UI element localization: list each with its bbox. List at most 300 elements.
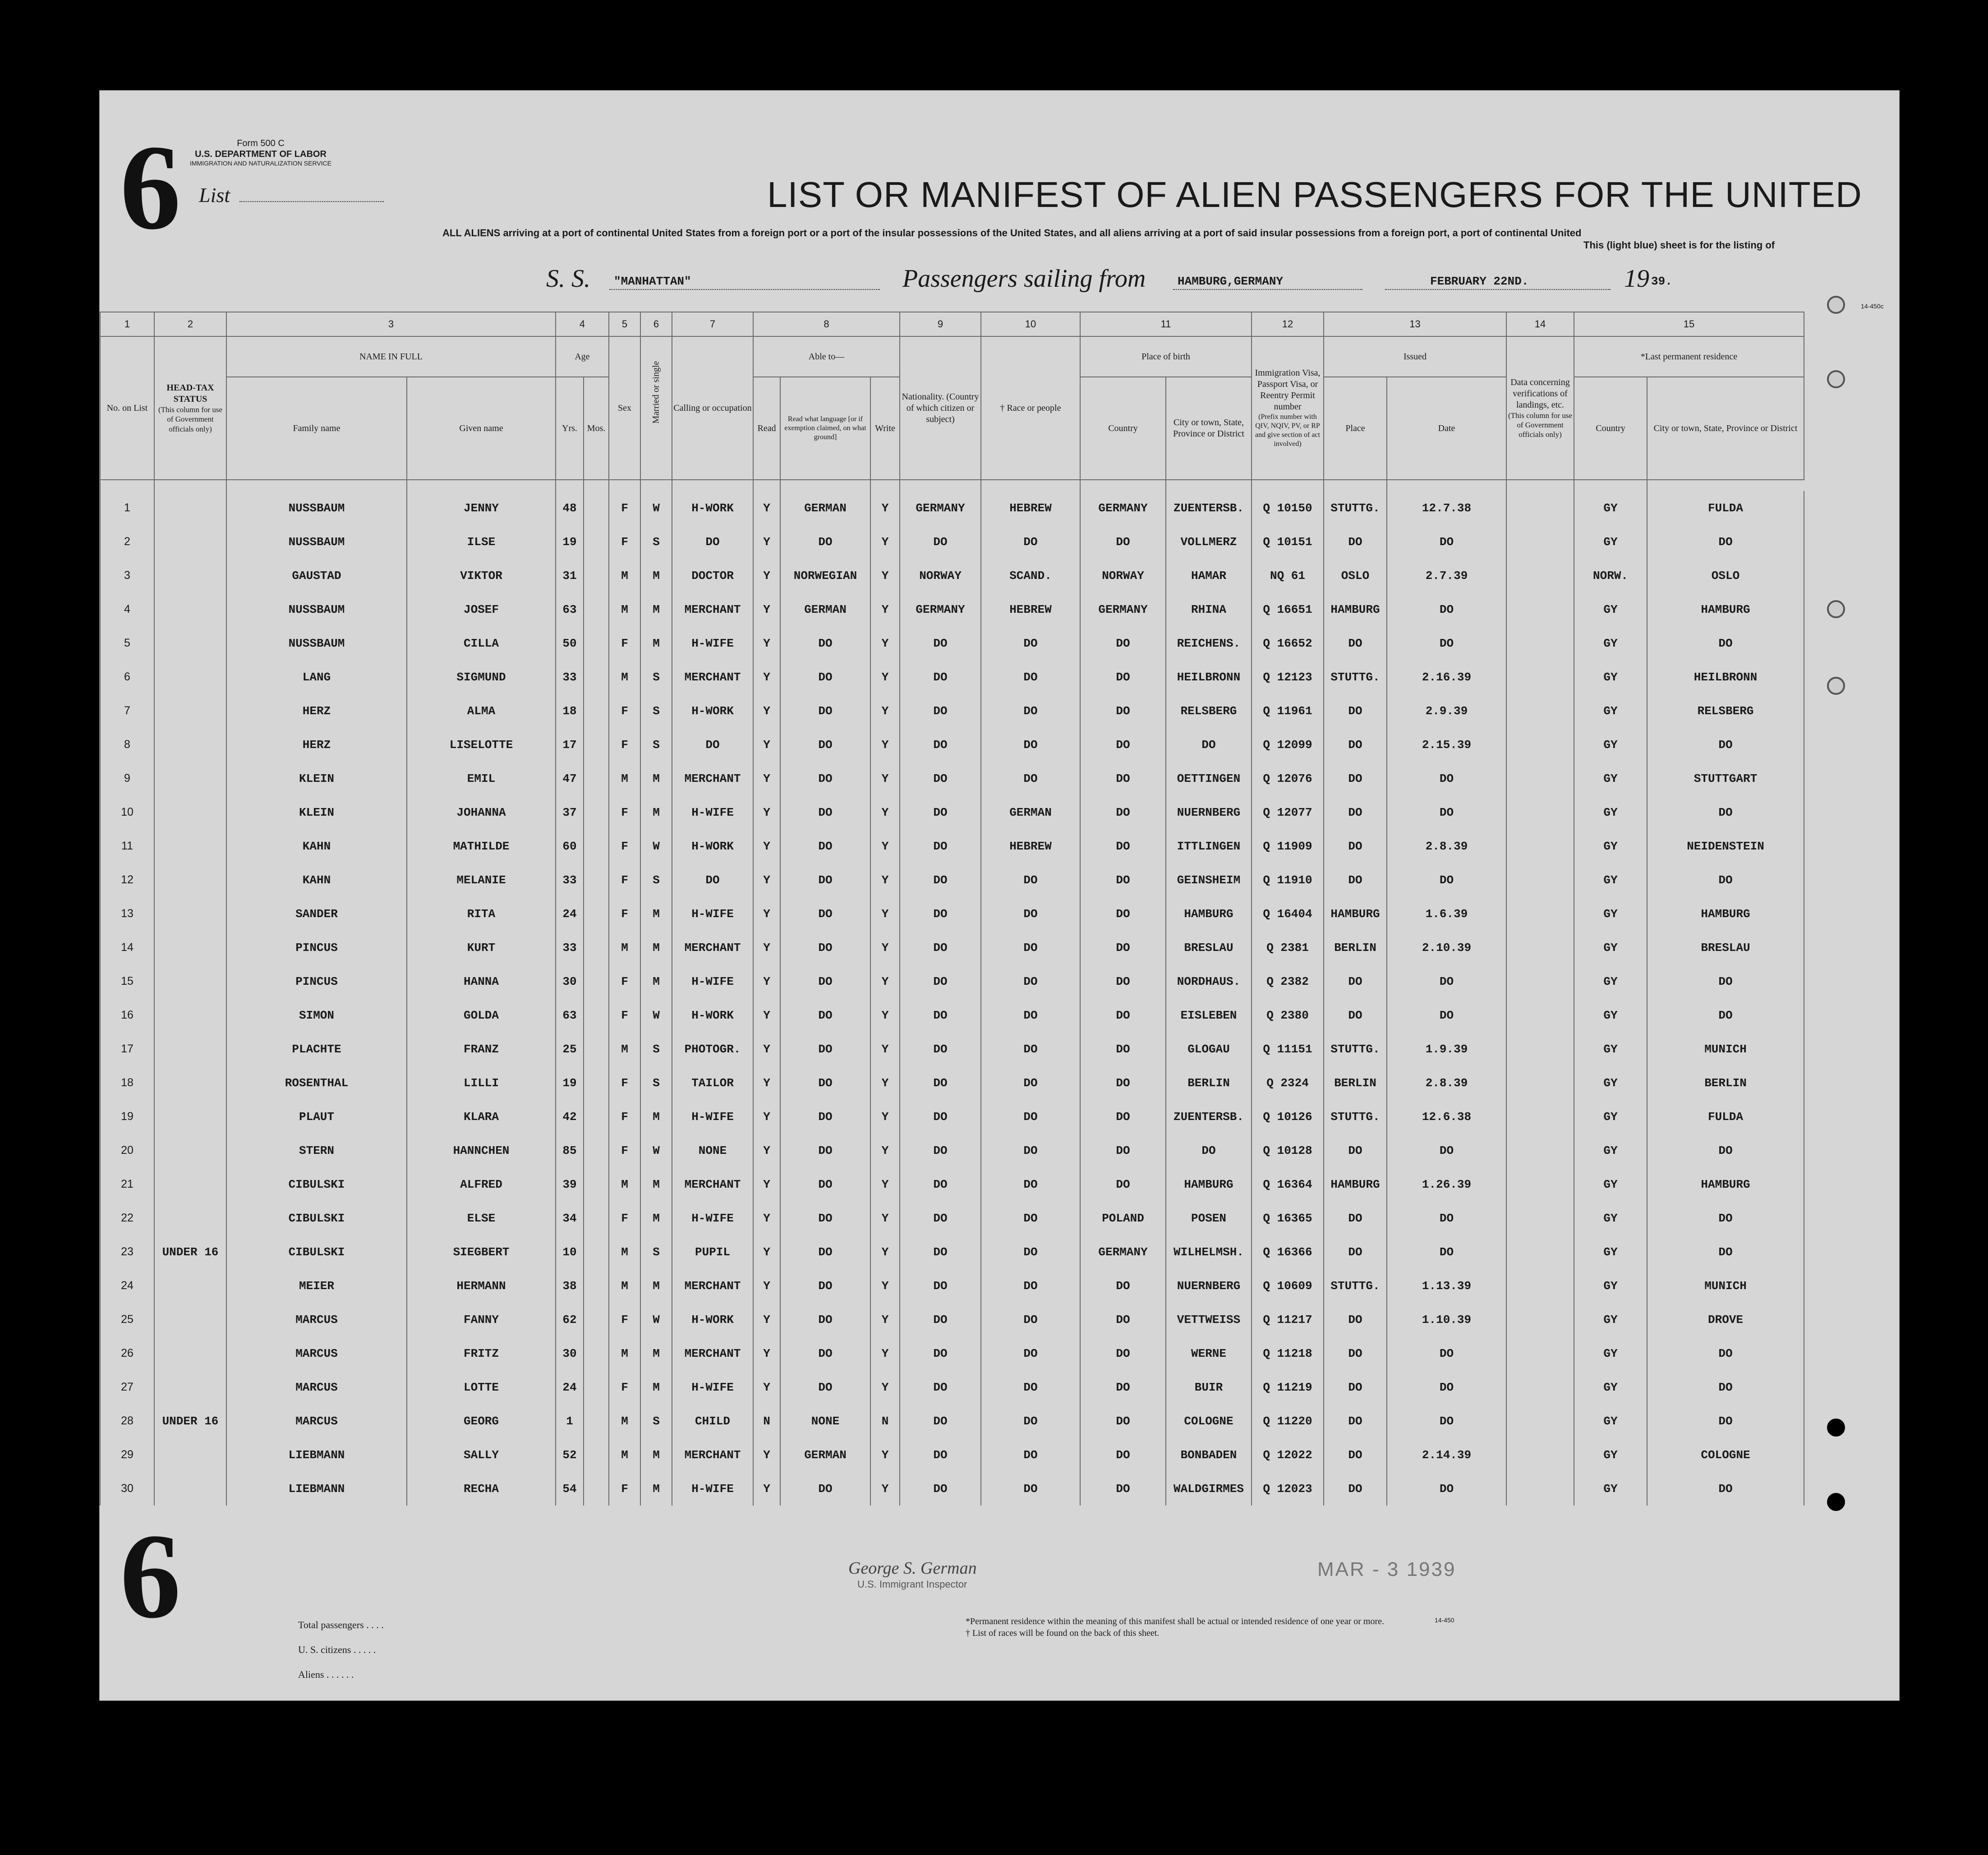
- birth-country: DO: [1080, 964, 1166, 998]
- occupation: MERCHANT: [672, 1269, 753, 1303]
- passenger-row: [100, 1472, 1804, 1506]
- colnum: 8: [753, 312, 900, 336]
- read-language: DO: [780, 1032, 870, 1066]
- binder-hole: [1827, 677, 1845, 695]
- nationality: DO: [900, 1438, 981, 1472]
- colnum: 7: [672, 312, 753, 336]
- birth-city: DO: [1166, 728, 1252, 762]
- residence-city: COLOGNE: [1647, 1438, 1804, 1472]
- sex: F: [609, 1472, 640, 1506]
- residence-country: GY: [1574, 795, 1647, 829]
- residence-country: GY: [1574, 1472, 1647, 1506]
- given-name: SALLY: [407, 1438, 556, 1472]
- landing-data: [1506, 964, 1574, 998]
- head-tax-status: [154, 897, 226, 931]
- age-years: 33: [556, 660, 584, 694]
- sex: M: [609, 1235, 640, 1269]
- family-name: KAHN: [226, 863, 407, 897]
- sex: M: [609, 762, 640, 795]
- passenger-row: [100, 964, 1804, 998]
- header-issued-place: Place: [1324, 377, 1387, 480]
- issued-place: DO: [1324, 1303, 1387, 1336]
- occupation: H-WIFE: [672, 795, 753, 829]
- residence-city: DO: [1647, 964, 1804, 998]
- passenger-line-number: 28: [100, 1404, 154, 1438]
- race: DO: [981, 1438, 1080, 1472]
- passenger-line-number: 1: [100, 491, 154, 525]
- read-language: DO: [780, 525, 870, 559]
- marital-status: W: [640, 829, 672, 863]
- residence-city: DO: [1647, 1370, 1804, 1404]
- marital-status: S: [640, 1032, 672, 1066]
- nationality: DO: [900, 1100, 981, 1134]
- can-read: Y: [753, 1336, 780, 1370]
- given-name: JOHANNA: [407, 795, 556, 829]
- nationality: NORWAY: [900, 559, 981, 592]
- visa-number: Q 16366: [1252, 1235, 1324, 1269]
- birth-country: GERMANY: [1080, 1235, 1166, 1269]
- race: SCAND.: [981, 559, 1080, 592]
- visa-number: Q 2324: [1252, 1066, 1324, 1100]
- landing-data: [1506, 998, 1574, 1032]
- head-tax-status: [154, 1167, 226, 1201]
- passenger-line-number: 14: [100, 931, 154, 964]
- residence-city: DROVE: [1647, 1303, 1804, 1336]
- residence-city: DO: [1647, 1201, 1804, 1235]
- sex: F: [609, 1370, 640, 1404]
- header-write: Write: [870, 377, 900, 480]
- issued-place: HAMBURG: [1324, 592, 1387, 626]
- birth-country: DO: [1080, 1134, 1166, 1167]
- landing-data: [1506, 728, 1574, 762]
- residence-city: HEILBRONN: [1647, 660, 1804, 694]
- marital-status: M: [640, 795, 672, 829]
- residence-country: GY: [1574, 1134, 1647, 1167]
- given-name: SIEGBERT: [407, 1235, 556, 1269]
- race: DO: [981, 1404, 1080, 1438]
- birth-country: DO: [1080, 931, 1166, 964]
- can-read: Y: [753, 897, 780, 931]
- read-language: DO: [780, 1167, 870, 1201]
- issued-place: DO: [1324, 998, 1387, 1032]
- race: DO: [981, 998, 1080, 1032]
- age-years: 33: [556, 931, 584, 964]
- read-language: GERMAN: [780, 592, 870, 626]
- issued-date: 2.8.39: [1387, 829, 1506, 863]
- race: DO: [981, 1269, 1080, 1303]
- head-tax-status: [154, 795, 226, 829]
- family-name: MARCUS: [226, 1303, 407, 1336]
- occupation: MERCHANT: [672, 592, 753, 626]
- sex: M: [609, 660, 640, 694]
- landing-data: [1506, 491, 1574, 525]
- header-birth-city: City or town, State, Province or District: [1166, 377, 1252, 480]
- header-last-residence: *Last permanent residence: [1574, 336, 1804, 377]
- read-language: DO: [780, 998, 870, 1032]
- can-read: N: [753, 1404, 780, 1438]
- family-name: KLEIN: [226, 762, 407, 795]
- passenger-line-number: 27: [100, 1370, 154, 1404]
- race: DO: [981, 694, 1080, 728]
- birth-city: VOLLMERZ: [1166, 525, 1252, 559]
- age-years: 47: [556, 762, 584, 795]
- landing-data: [1506, 1336, 1574, 1370]
- occupation: H-WORK: [672, 694, 753, 728]
- birth-country: DO: [1080, 694, 1166, 728]
- sex: M: [609, 931, 640, 964]
- residence-country: GY: [1574, 1032, 1647, 1066]
- birth-country: DO: [1080, 762, 1166, 795]
- list-label: List: [199, 184, 230, 207]
- colnum: 5: [609, 312, 640, 336]
- passenger-row: [100, 1100, 1804, 1134]
- family-name: MEIER: [226, 1269, 407, 1303]
- given-name: CILLA: [407, 626, 556, 660]
- read-language: DO: [780, 829, 870, 863]
- occupation: MERCHANT: [672, 931, 753, 964]
- age-years: 50: [556, 626, 584, 660]
- occupation: H-WIFE: [672, 897, 753, 931]
- issued-date: 1.6.39: [1387, 897, 1506, 931]
- nationality: DO: [900, 829, 981, 863]
- read-language: DO: [780, 694, 870, 728]
- can-write: Y: [870, 491, 900, 525]
- can-write: Y: [870, 626, 900, 660]
- race: DO: [981, 1134, 1080, 1167]
- residence-city: DO: [1647, 1472, 1804, 1506]
- binder-hole: [1827, 1419, 1845, 1437]
- binder-hole: [1827, 296, 1845, 314]
- visa-number: Q 12123: [1252, 660, 1324, 694]
- read-language: GERMAN: [780, 491, 870, 525]
- residence-city: OSLO: [1647, 559, 1804, 592]
- total-passengers-label: Total passengers . . . .: [298, 1619, 384, 1630]
- landing-data: [1506, 1269, 1574, 1303]
- family-name: CIBULSKI: [226, 1201, 407, 1235]
- passenger-row: [100, 1336, 1804, 1370]
- age-years: 85: [556, 1134, 584, 1167]
- visa-number: Q 11218: [1252, 1336, 1324, 1370]
- landing-data: [1506, 1167, 1574, 1201]
- race: DO: [981, 728, 1080, 762]
- passenger-line-number: 13: [100, 897, 154, 931]
- sex: F: [609, 998, 640, 1032]
- visa-number: Q 10609: [1252, 1269, 1324, 1303]
- sex: M: [609, 1032, 640, 1066]
- issued-date: DO: [1387, 1370, 1506, 1404]
- birth-country: GERMANY: [1080, 592, 1166, 626]
- birth-country: DO: [1080, 795, 1166, 829]
- issued-place: DO: [1324, 795, 1387, 829]
- residence-city: FULDA: [1647, 491, 1804, 525]
- occupation: H-WORK: [672, 829, 753, 863]
- header-sex: Sex: [609, 336, 640, 480]
- age-months: [584, 1235, 609, 1269]
- issued-date: 1.13.39: [1387, 1269, 1506, 1303]
- issued-place: DO: [1324, 1201, 1387, 1235]
- residence-country: NORW.: [1574, 559, 1647, 592]
- aliens-label: Aliens . . . . . .: [298, 1669, 354, 1680]
- can-write: Y: [870, 1438, 900, 1472]
- race: DO: [981, 1100, 1080, 1134]
- marital-status: M: [640, 931, 672, 964]
- colnum: 15: [1574, 312, 1804, 336]
- sex: F: [609, 694, 640, 728]
- age-months: [584, 829, 609, 863]
- age-months: [584, 592, 609, 626]
- header-res-country: Country: [1574, 377, 1647, 480]
- ship-name: "MANHATTAN": [614, 275, 691, 288]
- family-name: LIEBMANN: [226, 1438, 407, 1472]
- can-write: Y: [870, 829, 900, 863]
- can-write: Y: [870, 1167, 900, 1201]
- occupation: DO: [672, 525, 753, 559]
- header-place-of-birth: Place of birth: [1080, 336, 1252, 377]
- occupation: MERCHANT: [672, 1167, 753, 1201]
- visa-number: Q 2382: [1252, 964, 1324, 998]
- residence-country: GY: [1574, 1100, 1647, 1134]
- read-language: DO: [780, 1336, 870, 1370]
- visa-number: Q 10150: [1252, 491, 1324, 525]
- passenger-row: [100, 931, 1804, 964]
- age-months: [584, 1370, 609, 1404]
- issued-place: DO: [1324, 1472, 1387, 1506]
- landing-data: [1506, 863, 1574, 897]
- given-name: MELANIE: [407, 863, 556, 897]
- residence-country: GY: [1574, 1370, 1647, 1404]
- passenger-row: [100, 762, 1804, 795]
- issued-place: DO: [1324, 1404, 1387, 1438]
- sex: F: [609, 525, 640, 559]
- visa-number: Q 11910: [1252, 863, 1324, 897]
- age-years: 37: [556, 795, 584, 829]
- age-months: [584, 1303, 609, 1336]
- birth-country: DO: [1080, 1404, 1166, 1438]
- age-years: 1: [556, 1404, 584, 1438]
- can-read: Y: [753, 1235, 780, 1269]
- given-name: FRANZ: [407, 1032, 556, 1066]
- issued-place: DO: [1324, 762, 1387, 795]
- family-name: KLEIN: [226, 795, 407, 829]
- birth-country: GERMANY: [1080, 491, 1166, 525]
- nationality: DO: [900, 897, 981, 931]
- residence-country: GY: [1574, 491, 1647, 525]
- nationality: DO: [900, 762, 981, 795]
- visa-number: Q 12076: [1252, 762, 1324, 795]
- sex: F: [609, 795, 640, 829]
- issued-place: DO: [1324, 525, 1387, 559]
- given-name: LOTTE: [407, 1370, 556, 1404]
- can-write: Y: [870, 964, 900, 998]
- header-visa: [1252, 336, 1324, 480]
- passenger-line-number: 15: [100, 964, 154, 998]
- header-read-language: Read what language [or if exemption claimed, on what ground]: [780, 377, 870, 480]
- can-write: N: [870, 1404, 900, 1438]
- age-years: 17: [556, 728, 584, 762]
- age-years: 30: [556, 964, 584, 998]
- age-months: [584, 1438, 609, 1472]
- age-months: [584, 1201, 609, 1235]
- can-read: Y: [753, 931, 780, 964]
- issued-place: HAMBURG: [1324, 1167, 1387, 1201]
- family-name: SIMON: [226, 998, 407, 1032]
- can-read: Y: [753, 491, 780, 525]
- passenger-line-number: 18: [100, 1066, 154, 1100]
- issued-place: DO: [1324, 1235, 1387, 1269]
- birth-country: DO: [1080, 1472, 1166, 1506]
- can-read: Y: [753, 592, 780, 626]
- head-tax-status: UNDER 16: [154, 1404, 226, 1438]
- residence-city: RELSBERG: [1647, 694, 1804, 728]
- race: DO: [981, 1472, 1080, 1506]
- birth-city: NUERNBERG: [1166, 1269, 1252, 1303]
- head-tax-status: [154, 1201, 226, 1235]
- header-head-tax-note: (This column for use of Government officials only): [158, 405, 223, 433]
- issued-date: 1.10.39: [1387, 1303, 1506, 1336]
- sex: M: [609, 1167, 640, 1201]
- read-language: DO: [780, 1134, 870, 1167]
- given-name: FANNY: [407, 1303, 556, 1336]
- can-write: Y: [870, 1235, 900, 1269]
- marital-status: M: [640, 1100, 672, 1134]
- can-read: Y: [753, 1032, 780, 1066]
- given-name: LISELOTTE: [407, 728, 556, 762]
- residence-country: GY: [1574, 1404, 1647, 1438]
- birth-city: WERNE: [1166, 1336, 1252, 1370]
- issued-date: DO: [1387, 795, 1506, 829]
- visa-number: Q 16652: [1252, 626, 1324, 660]
- birth-country: DO: [1080, 1303, 1166, 1336]
- occupation: MERCHANT: [672, 660, 753, 694]
- age-years: 33: [556, 863, 584, 897]
- can-read: Y: [753, 964, 780, 998]
- can-write: Y: [870, 1336, 900, 1370]
- age-months: [584, 491, 609, 525]
- visa-number: Q 2381: [1252, 931, 1324, 964]
- age-years: 54: [556, 1472, 584, 1506]
- issued-date: DO: [1387, 626, 1506, 660]
- passenger-line-number: 21: [100, 1167, 154, 1201]
- can-write: Y: [870, 1303, 900, 1336]
- service-name: IMMIGRATION AND NATURALIZATION SERVICE: [190, 160, 331, 167]
- can-write: Y: [870, 1269, 900, 1303]
- visa-number: Q 12099: [1252, 728, 1324, 762]
- given-name: LILLI: [407, 1066, 556, 1100]
- marital-status: M: [640, 1438, 672, 1472]
- issued-place: BERLIN: [1324, 931, 1387, 964]
- issued-date: 2.16.39: [1387, 660, 1506, 694]
- age-months: [584, 931, 609, 964]
- birth-country: DO: [1080, 1032, 1166, 1066]
- birth-city: BUIR: [1166, 1370, 1252, 1404]
- residence-city: DO: [1647, 998, 1804, 1032]
- given-name: ILSE: [407, 525, 556, 559]
- head-tax-status: [154, 1032, 226, 1066]
- age-months: [584, 1100, 609, 1134]
- visa-number: Q 10126: [1252, 1100, 1324, 1134]
- footnote-residence: *Permanent residence within the meaning of this manifest shall be actual or intended residence of one year or more.: [966, 1616, 1385, 1626]
- landing-data: [1506, 1404, 1574, 1438]
- occupation: MERCHANT: [672, 1336, 753, 1370]
- landing-data: [1506, 525, 1574, 559]
- race: DO: [981, 660, 1080, 694]
- family-name: PINCUS: [226, 931, 407, 964]
- read-language: DO: [780, 964, 870, 998]
- visa-number: Q 16365: [1252, 1201, 1324, 1235]
- read-language: GERMAN: [780, 1438, 870, 1472]
- given-name: VIKTOR: [407, 559, 556, 592]
- can-write: Y: [870, 1032, 900, 1066]
- given-name: EMIL: [407, 762, 556, 795]
- header-res-city: City or town, State, Province or District: [1647, 377, 1804, 480]
- issued-place: BERLIN: [1324, 1066, 1387, 1100]
- marital-status: S: [640, 1066, 672, 1100]
- landing-data: [1506, 626, 1574, 660]
- race: HEBREW: [981, 592, 1080, 626]
- nationality: DO: [900, 1404, 981, 1438]
- ss-label: S. S.: [546, 265, 590, 293]
- visa-number: Q 11217: [1252, 1303, 1324, 1336]
- age-months: [584, 1269, 609, 1303]
- can-read: Y: [753, 1472, 780, 1506]
- birth-city: GLOGAU: [1166, 1032, 1252, 1066]
- intro-line-2: This (light blue) sheet is for the listing of: [1583, 239, 1775, 251]
- passenger-row: [100, 525, 1804, 559]
- occupation: CHILD: [672, 1404, 753, 1438]
- read-language: DO: [780, 1303, 870, 1336]
- read-language: DO: [780, 1269, 870, 1303]
- header-row-groups: [100, 336, 1804, 377]
- given-name: MATHILDE: [407, 829, 556, 863]
- issued-date: 1.26.39: [1387, 1167, 1506, 1201]
- birth-city: DO: [1166, 1134, 1252, 1167]
- read-language: DO: [780, 1235, 870, 1269]
- visa-number: Q 11219: [1252, 1370, 1324, 1404]
- sex: F: [609, 829, 640, 863]
- header-nationality: Nationality. (Country of which citizen or subject): [900, 336, 981, 480]
- race: DO: [981, 931, 1080, 964]
- given-name: HERMANN: [407, 1269, 556, 1303]
- race: DO: [981, 525, 1080, 559]
- colnum: 10: [981, 312, 1080, 336]
- ship-line: [609, 289, 880, 290]
- sex: M: [609, 1336, 640, 1370]
- colnum: 2: [154, 312, 226, 336]
- given-name: SIGMUND: [407, 660, 556, 694]
- birth-city: WALDGIRMES: [1166, 1472, 1252, 1506]
- race: DO: [981, 1235, 1080, 1269]
- can-read: Y: [753, 1167, 780, 1201]
- residence-country: GY: [1574, 694, 1647, 728]
- issued-date: 12.6.38: [1387, 1100, 1506, 1134]
- issued-place: DO: [1324, 1438, 1387, 1472]
- occupation: H-WIFE: [672, 626, 753, 660]
- visa-number: Q 2380: [1252, 998, 1324, 1032]
- issued-date: DO: [1387, 592, 1506, 626]
- passenger-row: [100, 728, 1804, 762]
- spacer-row: [100, 480, 1804, 491]
- birth-country: DO: [1080, 863, 1166, 897]
- form-number: Form 500 C: [237, 138, 285, 148]
- nationality: DO: [900, 1066, 981, 1100]
- header-landing-note: (This column for use of Government officials only): [1508, 411, 1573, 439]
- issued-date: DO: [1387, 863, 1506, 897]
- passenger-row: [100, 592, 1804, 626]
- given-name: GOLDA: [407, 998, 556, 1032]
- read-language: DO: [780, 897, 870, 931]
- birth-country: POLAND: [1080, 1201, 1166, 1235]
- nationality: DO: [900, 1032, 981, 1066]
